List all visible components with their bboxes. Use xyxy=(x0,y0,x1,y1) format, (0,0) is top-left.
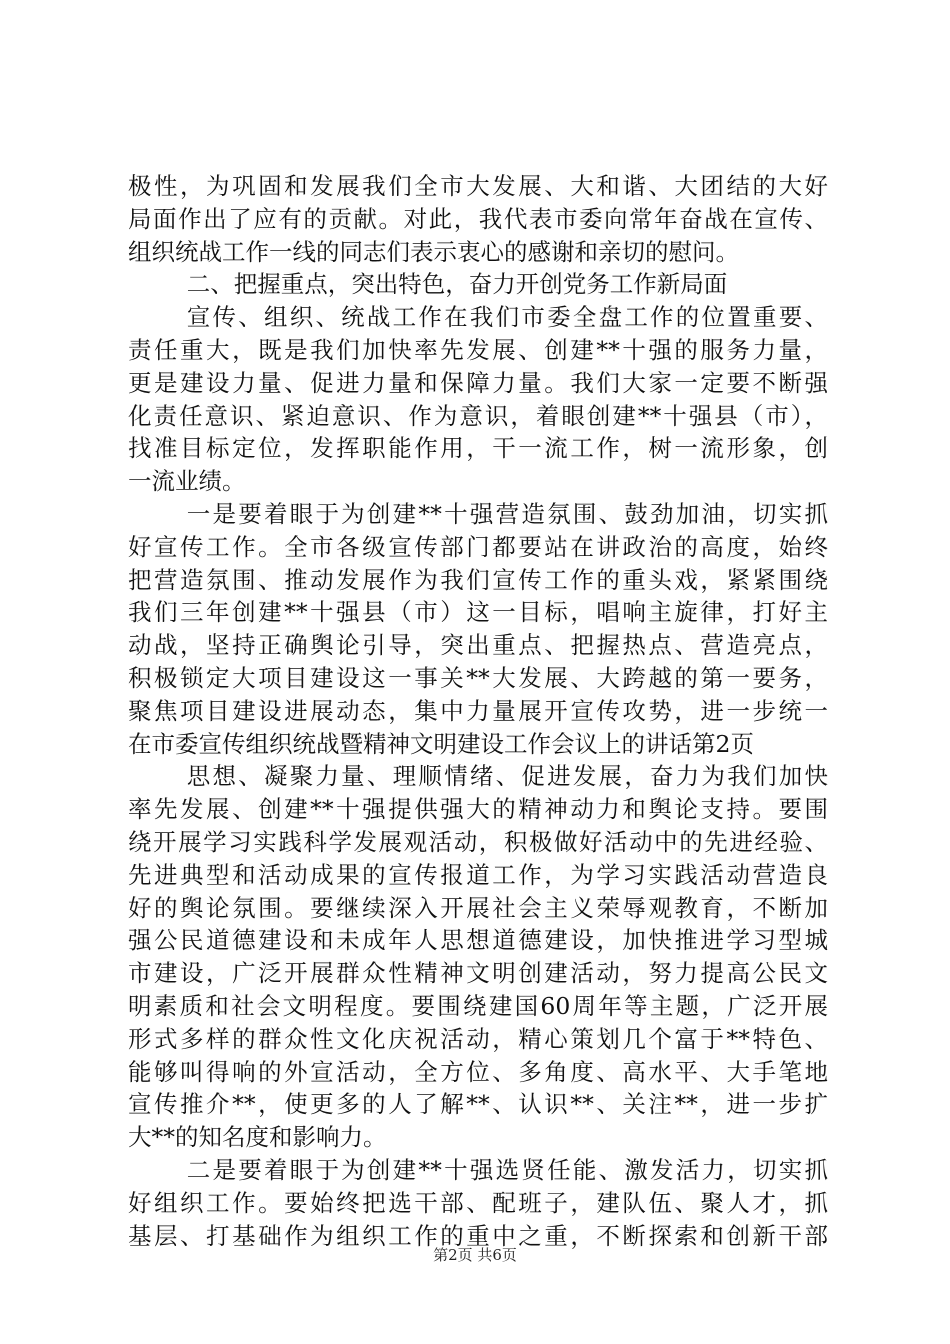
text-line: 强公民道德建设和未成年人思想道德建设，加快推进学习型城 xyxy=(128,926,828,955)
text-line: 形式多样的群众性文化庆祝活动，精心策划几个富于**特色、 xyxy=(128,1024,828,1053)
text-line: 明素质和社会文明程度。要围绕建国60周年等主题，广泛开展 xyxy=(128,991,828,1020)
text-line: 极性，为巩固和发展我们全市大发展、大和谐、大团结的大好 xyxy=(128,172,828,200)
text-line: 责任重大，既是我们加快率先发展、创建**十强的服务力量， xyxy=(128,335,828,364)
text-line: 二是要着眼于为创建**十强选贤任能、激发活力，切实抓 xyxy=(186,1155,828,1184)
text-line: 基层、打基础作为组织工作的重中之重，不断探索和创新干部 xyxy=(128,1221,828,1250)
text-line: 组织统战工作一线的同志们表示衷心的感谢和亲切的慰问。 xyxy=(128,237,739,266)
text-line: 局面作出了应有的贡献。对此，我代表市委向常年奋战在宣传、 xyxy=(128,204,828,233)
text-line: 绕开展学习实践科学发展观活动，积极做好活动中的先进经验、 xyxy=(128,827,828,856)
text-line: 大**的知名度和影响力。 xyxy=(128,1123,387,1152)
text-line: 找准目标定位，发挥职能作用，干一流工作，树一流形象，创 xyxy=(128,434,828,463)
text-line: 先进典型和活动成果的宣传报道工作，为学习实践活动营造良 xyxy=(128,860,828,889)
text-line: 动战，坚持正确舆论引导，突出重点、把握热点、营造亮点， xyxy=(128,631,828,660)
text-line: 把营造氛围、推动发展作为我们宣传工作的重头戏，紧紧围绕 xyxy=(128,565,828,594)
document-body xyxy=(128,170,828,1252)
text-line: 市建设，广泛开展群众性精神文明创建活动，努力提高公民文 xyxy=(128,959,828,988)
text-line: 率先发展、创建**十强提供强大的精神动力和舆论支持。要围 xyxy=(128,795,828,824)
text-line: 二、把握重点，突出特色，奋力开创党务工作新局面 xyxy=(186,270,728,299)
text-line: 一是要着眼于为创建**十强营造氛围、鼓劲加油，切实抓 xyxy=(186,499,828,528)
text-line: 积极锁定大项目建设这一事关**大发展、大跨越的第一要务， xyxy=(128,663,828,692)
text-line: 能够叫得响的外宣活动，全方位、多角度、高水平、大手笔地 xyxy=(128,1057,828,1086)
text-line: 宣传推介**，使更多的人了解**、认识**、关注**，进一步扩 xyxy=(128,1090,828,1119)
text-line: 我们三年创建**十强县（市）这一目标，唱响主旋律，打好主 xyxy=(128,598,828,627)
text-line: 更是建设力量、促进力量和保障力量。我们大家一定要不断强 xyxy=(128,368,828,397)
text-line: 好组织工作。要始终把选干部、配班子，建队伍、聚人才，抓 xyxy=(128,1188,828,1217)
text-line: 好宣传工作。全市各级宣传部门都要站在讲政治的高度，始终 xyxy=(128,532,828,561)
text-line: 思想、凝聚力量、理顺情绪、促进发展，奋力为我们加快 xyxy=(186,762,828,791)
page-footer: 第2页 共6页 xyxy=(433,1246,517,1264)
text-line: 在市委宣传组织统战暨精神文明建设工作会议上的讲话第2页 xyxy=(128,729,754,758)
text-line: 一流业绩。 xyxy=(128,467,246,496)
text-line: 聚焦项目建设进展动态，集中力量展开宣传攻势，进一步统一 xyxy=(128,696,828,725)
text-line: 好的舆论氛围。要继续深入开展社会主义荣辱观教育，不断加 xyxy=(128,893,828,922)
text-line: 宣传、组织、统战工作在我们市委全盘工作的位置重要、 xyxy=(186,303,828,332)
text-line: 化责任意识、紧迫意识、作为意识，着眼创建**十强县（市）， xyxy=(128,401,828,430)
